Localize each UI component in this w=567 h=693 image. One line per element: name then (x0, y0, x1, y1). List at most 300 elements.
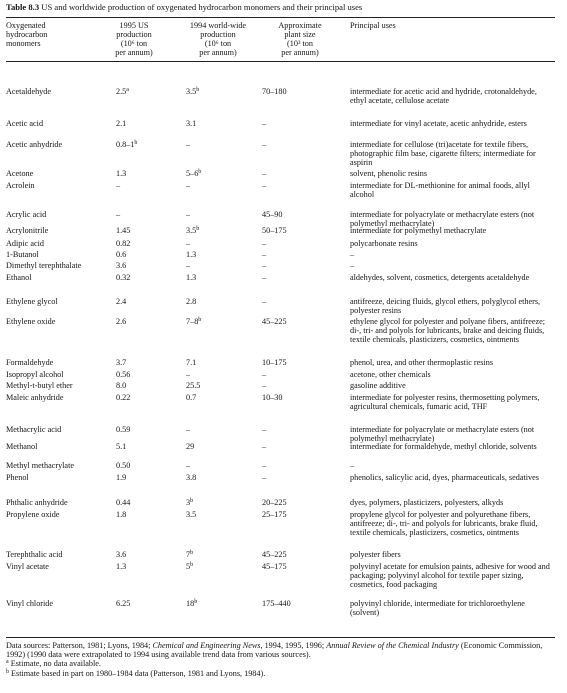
plant-size-value: – (262, 261, 267, 270)
world-production (186, 250, 242, 259)
monomer-name (6, 317, 114, 326)
plant-size (262, 87, 324, 96)
world-production-value: 5–6 (186, 169, 199, 178)
principal-uses (350, 562, 555, 589)
monomer-name (6, 393, 114, 402)
footnote-mark: b (190, 498, 194, 504)
principal-uses-value: phenol, urea, and other thermoplastic resins (350, 358, 494, 367)
monomer-name-value: Phenol (6, 473, 29, 482)
us-production-value: 3.6 (116, 550, 127, 559)
monomer-name (6, 87, 114, 96)
monomer-name-value: Ethylene oxide (6, 317, 56, 326)
principal-uses (350, 226, 555, 235)
world-production (186, 550, 242, 559)
sources-text: , 1994, 1995, 1996; (260, 641, 327, 650)
footnote-mark: a (6, 659, 9, 666)
principal-uses (350, 442, 555, 451)
us-production (116, 510, 172, 519)
world-production (186, 119, 242, 128)
monomer-name (6, 510, 114, 519)
principal-uses-value: intermediate for vinyl acetate, acetic anhydride, esters (350, 119, 527, 128)
principal-uses (350, 498, 555, 507)
plant-size (262, 119, 324, 128)
plant-size (262, 317, 324, 326)
us-production (116, 297, 172, 306)
plant-size (262, 442, 324, 451)
footnote-text: Estimate based in part on 1980–1984 data (Patterson, 1981 and Lyons, 1984). (9, 668, 266, 678)
footnote-mark: b (198, 317, 202, 323)
principal-uses (350, 599, 555, 617)
plant-size-value: 20–225 (262, 498, 287, 507)
header-line: hydrocarbon (6, 30, 48, 39)
world-production (186, 317, 242, 326)
principal-uses-value: intermediate for formaldehyde, methyl chloride, solvents (350, 442, 537, 451)
us-production-value: 0.82 (116, 239, 131, 248)
plant-size (262, 297, 324, 306)
us-production-value: 0.6 (116, 250, 127, 259)
plant-size-value: 45–225 (262, 550, 287, 559)
world-production (186, 599, 242, 608)
monomer-name (6, 381, 114, 390)
world-production-value: 25.5 (186, 381, 201, 390)
header-line: production (200, 30, 236, 39)
world-production-value: 18 (186, 599, 195, 608)
us-production (116, 210, 172, 219)
plant-size (262, 210, 324, 219)
monomer-name (6, 226, 114, 235)
monomer-name (6, 461, 114, 470)
principal-uses (350, 297, 555, 315)
header-line: (10⁶ ton (120, 39, 148, 48)
world-production (186, 169, 242, 178)
monomer-name-value: Adipic acid (6, 239, 44, 248)
us-production-value: 1.3 (116, 562, 127, 571)
principal-uses (350, 473, 555, 482)
principal-uses (350, 87, 555, 105)
monomer-name-value: Acrylic acid (6, 210, 47, 219)
principal-uses (350, 550, 555, 559)
principal-uses-value: intermediate for polymethyl methacrylate (350, 226, 487, 235)
us-production-value: 3.6 (116, 261, 127, 270)
us-production-value: 0.44 (116, 498, 131, 507)
monomer-name (6, 297, 114, 306)
header-line: 1995 US (119, 21, 149, 30)
bottom-rule (6, 637, 555, 638)
plant-size (262, 261, 324, 270)
world-production (186, 461, 242, 470)
footnote-mark: a (126, 87, 129, 93)
us-production (116, 239, 172, 248)
monomer-name (6, 239, 114, 248)
world-production (186, 140, 242, 149)
plant-size (262, 273, 324, 282)
plant-size-value: 45–90 (262, 210, 283, 219)
us-production-value: 0.32 (116, 273, 131, 282)
header-line: per annum) (115, 48, 153, 57)
principal-uses (350, 140, 555, 167)
plant-size-value: – (262, 381, 267, 390)
principal-uses (350, 461, 555, 470)
monomer-name-value: Methyl methacrylate (6, 461, 74, 470)
plant-size (262, 239, 324, 248)
monomer-name-value: Formaldehyde (6, 358, 54, 367)
plant-size (262, 562, 324, 571)
us-production-value: 5.1 (116, 442, 127, 451)
us-production (116, 181, 172, 190)
monomer-name (6, 169, 114, 178)
world-production-value: 3.5 (186, 226, 197, 235)
plant-size-value: – (262, 425, 267, 434)
footnote-mark: b (6, 668, 9, 675)
us-production (116, 473, 172, 482)
monomer-name (6, 550, 114, 559)
header-line: Oxygenated (6, 21, 46, 30)
principal-uses-value: intermediate for cellulose (tri)acetate for textile fibers, photographic film base, cigarette filters; intermediate for aspirin (350, 140, 536, 167)
principal-uses (350, 169, 555, 178)
us-production (116, 599, 172, 608)
monomer-name-value: Methyl-t-butyl ether (6, 381, 73, 390)
principal-uses-value: acetone, other chemicals (350, 370, 431, 379)
monomer-name-value: Maleic anhydride (6, 393, 64, 402)
plant-size (262, 226, 324, 235)
principal-uses-value: polyvinyl chloride, intermediate for trichloroethylene (solvent) (350, 599, 525, 617)
monomer-name (6, 210, 114, 219)
footnote-mark: b (194, 599, 198, 605)
world-production-value: 3.5 (186, 87, 197, 96)
monomer-name (6, 140, 114, 149)
plant-size-value: 45–225 (262, 317, 287, 326)
principal-uses-value: ethylene glycol for polyester and polyane fibers, antifreeze; di-, tri- and polyols for lubricants, brake and deicing fluids, textile chemicals, plasticizers, cosmetics, ointments (350, 317, 546, 344)
principal-uses-value: antifreeze, deicing fluids, glycol ethers, polyglycol ethers, polyester resins (350, 297, 541, 315)
plant-size (262, 181, 324, 190)
world-production-value: – (186, 261, 191, 270)
world-production (186, 226, 242, 235)
world-production (186, 358, 242, 367)
plant-size-value: 10–30 (262, 393, 283, 402)
world-production-value: 3.8 (186, 473, 197, 482)
plant-size-value: – (262, 140, 267, 149)
us-production (116, 425, 172, 434)
plant-size-value: – (262, 250, 267, 259)
us-production-value: 0.59 (116, 425, 131, 434)
us-production-value: 1.9 (116, 473, 127, 482)
plant-size-value: – (262, 181, 267, 190)
header-line: per annum) (199, 48, 237, 57)
plant-size (262, 358, 324, 367)
world-production-value: 1.3 (186, 250, 197, 259)
plant-size-value: – (262, 297, 267, 306)
us-production (116, 370, 172, 379)
footnote-mark: b (198, 169, 202, 175)
monomer-name (6, 498, 114, 507)
monomer-name-value: Acetone (6, 169, 34, 178)
sources-review: Annual Review of the Chemical Industry (326, 641, 459, 650)
us-production-value: 0.8–1 (116, 140, 135, 149)
monomer-name (6, 261, 114, 270)
principal-uses (350, 370, 555, 379)
world-production-value: 7.1 (186, 358, 197, 367)
us-production (116, 498, 172, 507)
footnote-a (6, 659, 558, 668)
us-production (116, 317, 172, 326)
us-production-value: 2.5 (116, 87, 127, 96)
world-production (186, 239, 242, 248)
plant-size (262, 550, 324, 559)
us-production-value: – (116, 181, 121, 190)
us-production (116, 381, 172, 390)
world-production-value: 3 (186, 498, 191, 507)
principal-uses-value: intermediate for DL-methionine for animal foods, allyl alcohol (350, 181, 530, 199)
plant-size (262, 250, 324, 259)
world-production-value: – (186, 239, 191, 248)
plant-size (262, 169, 324, 178)
plant-size (262, 498, 324, 507)
plant-size-value: – (262, 119, 267, 128)
header-line: plant size (284, 30, 316, 39)
us-production-value: 0.56 (116, 370, 131, 379)
principal-uses (350, 381, 555, 390)
world-production (186, 393, 242, 402)
us-production-value: 1.45 (116, 226, 131, 235)
principal-uses (350, 239, 555, 248)
monomer-name (6, 599, 114, 608)
plant-size-value: – (262, 239, 267, 248)
monomer-name (6, 442, 114, 451)
us-production-value: 8.0 (116, 381, 127, 390)
us-production-value: 0.22 (116, 393, 131, 402)
monomer-name-value: Terephthalic acid (6, 550, 63, 559)
plant-size (262, 510, 324, 519)
us-production-value: 0.50 (116, 461, 131, 470)
us-production (116, 442, 172, 451)
footnote-mark: b (196, 87, 200, 93)
header-line: per annum) (281, 48, 319, 57)
footnote-text: Estimate, no data available. (8, 659, 101, 669)
us-production (116, 119, 172, 128)
monomer-name (6, 425, 114, 434)
monomer-name-value: Methanol (6, 442, 38, 451)
world-production (186, 562, 242, 571)
monomer-name-value: Vinyl chloride (6, 599, 54, 608)
sources-text: Data sources: Patterson, 1981; Lyons, 1984; (6, 641, 153, 650)
principal-uses (350, 250, 555, 259)
principal-uses (350, 119, 555, 128)
header-line: (10³ ton (287, 39, 313, 48)
plant-size-value: 45–175 (262, 562, 287, 571)
principal-uses-value: gasoline additive (350, 381, 406, 390)
us-production-value: 2.1 (116, 119, 127, 128)
principal-uses-value: aldehydes, solvent, cosmetics, detergents acetaldehyde (350, 273, 530, 282)
table-label: Table 8.3 (6, 2, 40, 12)
plant-size (262, 461, 324, 470)
plant-size (262, 473, 324, 482)
principal-uses (350, 273, 555, 282)
table-notes (6, 641, 558, 678)
principal-uses-value: intermediate for polyester resins, thermosetting polymers, agricultural chemicals, fumaric acid, THF (350, 393, 540, 411)
principal-uses (350, 358, 555, 367)
principal-uses-value: solvent, phenolic resins (350, 169, 428, 178)
us-production-value: 2.6 (116, 317, 127, 326)
monomer-name-value: Acetic anhydride (6, 140, 63, 149)
monomer-name (6, 562, 114, 571)
plant-size-value: – (262, 273, 267, 282)
us-production (116, 250, 172, 259)
world-production (186, 210, 242, 219)
footnote-mark: b (190, 550, 194, 556)
footnote-mark: b (190, 562, 194, 568)
monomer-name (6, 473, 114, 482)
header-line: (10⁶ ton (204, 39, 232, 48)
us-production-value: 3.7 (116, 358, 127, 367)
plant-size (262, 370, 324, 379)
header-line: Approximate (278, 21, 322, 30)
world-production-value: – (186, 140, 191, 149)
principal-uses-value: phenolics, salicylic acid, dyes, pharmaceuticals, sedatives (350, 473, 539, 482)
footnote-mark: b (134, 140, 138, 146)
footnote-b (6, 669, 558, 678)
monomer-name-value: Phthalic anhydride (6, 498, 68, 507)
plant-size-value: – (262, 169, 267, 178)
sources-text: (Economic Commission, 1992) (1990 data were extrapolated to 1994 using available trend data from various sources). (6, 641, 543, 660)
world-production-value: 5 (186, 562, 191, 571)
world-production-value: 1.3 (186, 273, 197, 282)
plant-size-value: 70–180 (262, 87, 287, 96)
world-production (186, 473, 242, 482)
plant-size-value: – (262, 442, 267, 451)
us-production (116, 273, 172, 282)
plant-size-value: – (262, 461, 267, 470)
principal-uses-value: dyes, polymers, plasticizers, polyesters, alkyds (350, 498, 504, 507)
world-production-value: – (186, 181, 191, 190)
world-production-value: – (186, 425, 191, 434)
header-line: production (116, 30, 152, 39)
monomer-name (6, 250, 114, 259)
monomer-name-value: Acrylonitrile (6, 226, 49, 235)
world-production (186, 381, 242, 390)
world-production (186, 370, 242, 379)
header-line: monomers (6, 39, 41, 48)
principal-uses-value: – (350, 261, 355, 270)
world-production-value: 3.5 (186, 510, 197, 519)
monomer-name-value: Propylene oxide (6, 510, 60, 519)
principal-uses-value: propylene glycol for polyester and polyurethane fibers, antifreeze; di-, tri- and polyols for lubricants, brake fluid, textile chemicals, plasticizers, cosmetics, ointments (350, 510, 538, 537)
monomer-name-value: Ethylene glycol (6, 297, 58, 306)
world-production-value: 2.8 (186, 297, 197, 306)
us-production (116, 261, 172, 270)
monomer-name (6, 370, 114, 379)
monomer-name-value: Vinyl acetate (6, 562, 49, 571)
us-production-value: 1.3 (116, 169, 127, 178)
principal-uses-value: polycarbonate resins (350, 239, 418, 248)
plant-size (262, 425, 324, 434)
us-production (116, 393, 172, 402)
world-production (186, 273, 242, 282)
header-line: 1994 world-wide (189, 21, 247, 30)
principal-uses (350, 317, 555, 344)
us-production (116, 358, 172, 367)
world-production (186, 498, 242, 507)
plant-size (262, 140, 324, 149)
monomer-name-value: Acrolein (6, 181, 35, 190)
world-production (186, 261, 242, 270)
monomer-name-value: Ethanol (6, 273, 32, 282)
monomer-name-value: Isopropyl alcohol (6, 370, 64, 379)
monomer-name (6, 273, 114, 282)
monomer-name-value: Dimethyl terephthalate (6, 261, 82, 270)
world-production-value: 7–8 (186, 317, 199, 326)
world-production-value: 3.1 (186, 119, 197, 128)
monomer-name-value: Acetic acid (6, 119, 44, 128)
world-production (186, 442, 242, 451)
world-production-value: – (186, 210, 191, 219)
principal-uses (350, 425, 555, 443)
plant-size-value: 10–175 (262, 358, 287, 367)
us-production-value: 2.4 (116, 297, 127, 306)
us-production-value: 1.8 (116, 510, 127, 519)
us-production (116, 550, 172, 559)
world-production-value: – (186, 370, 191, 379)
principal-uses-value: intermediate for acetic acid and hydride, crotonaldehyde, ethyl acetate, cellulose acetate (350, 87, 537, 105)
us-production (116, 461, 172, 470)
monomer-name (6, 181, 114, 190)
plant-size-value: – (262, 370, 267, 379)
us-production (116, 226, 172, 235)
us-production (116, 140, 172, 149)
table-title: US and worldwide production of oxygenated hydrocarbon monomers and their principal uses (41, 2, 363, 12)
sources-journal: Chemical and Engineering News (152, 641, 261, 650)
principal-uses-value: intermediate for polyacrylate or methacrylate esters (not polymethyl methacrylate) (350, 210, 535, 228)
world-production (186, 297, 242, 306)
plant-size (262, 381, 324, 390)
principal-uses (350, 261, 555, 270)
plant-size (262, 599, 324, 608)
principal-uses-value: – (350, 250, 355, 259)
us-production (116, 169, 172, 178)
world-production (186, 425, 242, 434)
world-production (186, 87, 242, 96)
world-production-value: 0.7 (186, 393, 197, 402)
monomer-name-value: Acetaldehyde (6, 87, 52, 96)
principal-uses-value: – (350, 461, 355, 470)
monomer-name-value: Methacrylic acid (6, 425, 62, 434)
us-production (116, 87, 172, 96)
footnote-mark: b (196, 226, 200, 232)
monomer-name (6, 119, 114, 128)
us-production (116, 562, 172, 571)
principal-uses-value: polyester fibers (350, 550, 401, 559)
principal-uses-value: intermediate for polyacrylate or methacrylate esters (not polymethyl methacrylate) (350, 425, 535, 443)
world-production-value: – (186, 461, 191, 470)
principal-uses (350, 393, 555, 411)
plant-size (262, 393, 324, 402)
world-production (186, 181, 242, 190)
monomer-name-value: 1-Butanol (6, 250, 39, 259)
plant-size-value: 25–175 (262, 510, 287, 519)
principal-uses (350, 181, 555, 199)
principal-uses (350, 510, 555, 537)
plant-size-value: 175–440 (262, 599, 291, 608)
plant-size-value: 50–175 (262, 226, 287, 235)
world-production (186, 510, 242, 519)
us-production-value: 6.25 (116, 599, 131, 608)
world-production-value: 7 (186, 550, 191, 559)
world-production-value: 29 (186, 442, 195, 451)
header-principal-uses: Principal uses (350, 21, 396, 30)
plant-size-value: – (262, 473, 267, 482)
principal-uses-value: polyvinyl acetate for emulsion paints, adhesive for wood and packaging; polyvinyl alcohol for textile paper sizing, cosmetics, food packaging (350, 562, 550, 589)
us-production-value: – (116, 210, 121, 219)
monomer-name (6, 358, 114, 367)
